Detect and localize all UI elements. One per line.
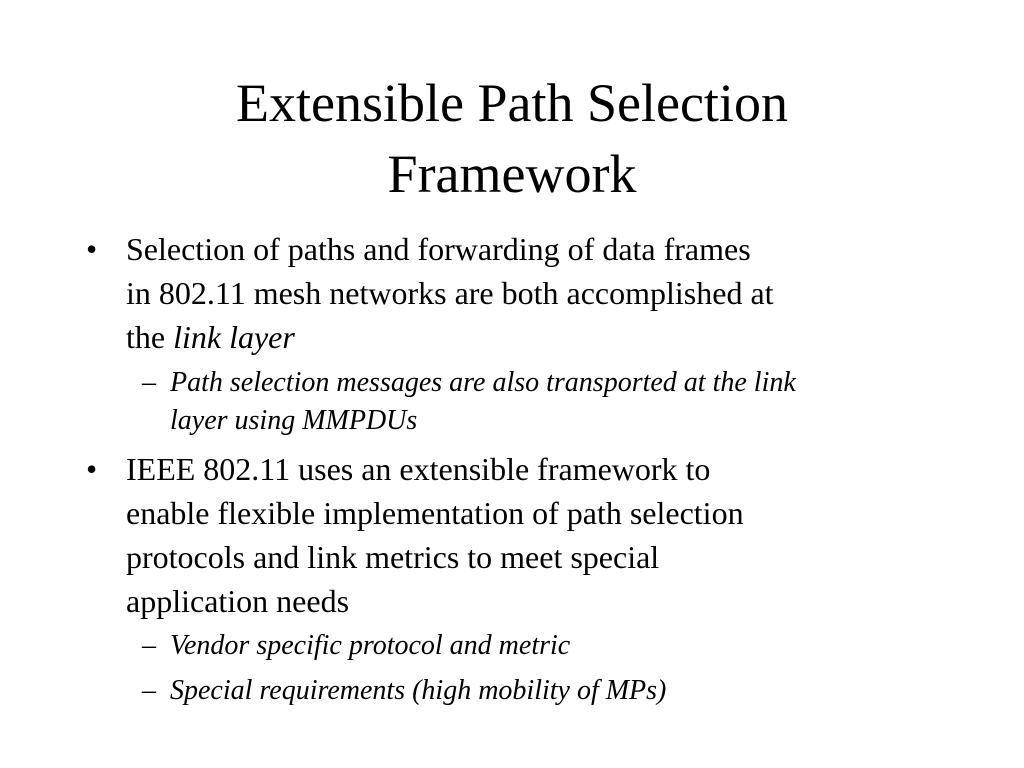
bullet-line: application needs xyxy=(126,583,350,619)
sub-bullet-line: Vendor specific protocol and metric xyxy=(170,630,571,661)
sub-bullet-line: Path selection messages are also transported at the link xyxy=(170,367,796,398)
bullet-text xyxy=(126,447,946,623)
sub-bullet-marker: – xyxy=(142,675,156,706)
sub-bullet-marker: – xyxy=(142,367,156,398)
sub-bullet-line: layer using MMPDUs xyxy=(170,405,418,436)
sub-bullet-line: Special requirements (high mobility of MPs) xyxy=(170,675,667,706)
bullet-line: protocols and link metrics to meet special xyxy=(126,539,660,575)
sub-bullet-text xyxy=(170,364,960,440)
bullet-line-prefix: the xyxy=(126,319,174,355)
bullet-marker: • xyxy=(86,231,98,267)
sub-bullet-text xyxy=(170,672,960,710)
bullet-line: in 802.11 mesh networks are both accomplished at xyxy=(126,275,774,311)
slide-title-line-2: Framework xyxy=(387,144,637,204)
bullet-marker: • xyxy=(86,451,98,487)
bullet-line: Selection of paths and forwarding of data frames xyxy=(126,231,751,267)
slide-title-line-1: Extensible Path Selection xyxy=(236,73,788,133)
slide-title xyxy=(0,68,1024,210)
bullet-emphasis: link layer xyxy=(173,319,295,355)
bullet-text xyxy=(126,227,946,359)
bullet-line xyxy=(126,315,946,359)
bullet-line: enable flexible implementation of path selection xyxy=(126,495,744,531)
sub-bullet-text xyxy=(170,627,960,665)
sub-bullet-marker: – xyxy=(142,630,156,661)
bullet-line: IEEE 802.11 uses an extensible framework to xyxy=(126,451,711,487)
